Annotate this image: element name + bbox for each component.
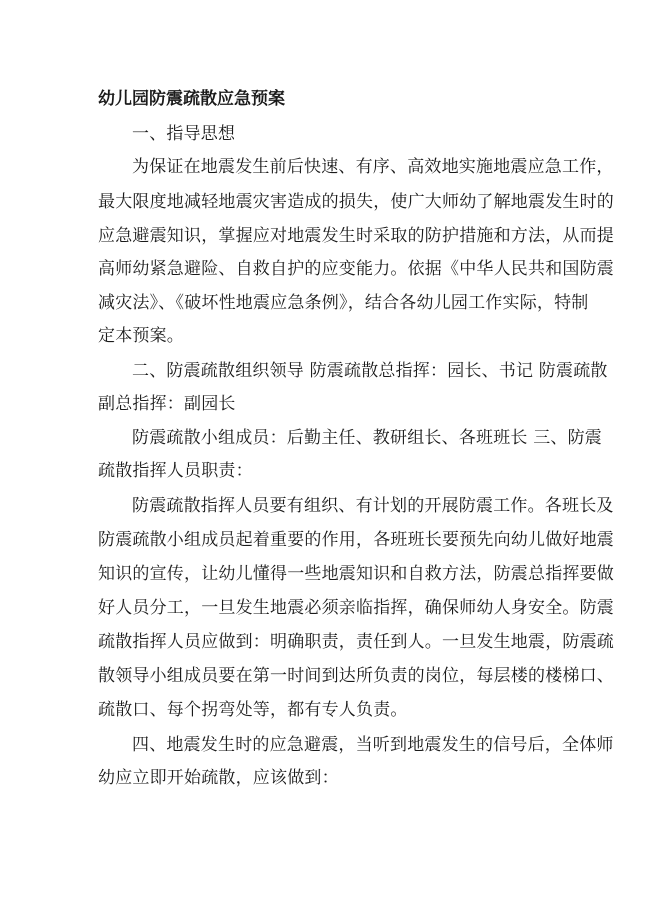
section-heading-4: 四、地震发生时的应急避震，当听到地震发生的信号后，全体师 <box>132 735 614 755</box>
paragraph-line: 高师幼紧急避险、自救自护的应变能力。依据《中华人民共和国防震 <box>98 259 614 279</box>
paragraph-line: 疏散指挥人员应做到：明确职责，责任到人。一旦发生地震，防震疏 <box>98 632 614 652</box>
paragraph-line: 定本预案。 <box>98 326 184 346</box>
paragraph-line: 防震疏散小组成员：后勤主任、教研组长、各班班长 三、防震 <box>132 428 603 448</box>
paragraph-line: 幼应立即开始疏散，应该做到： <box>98 768 339 788</box>
paragraph-line: 散领导小组成员要在第一时间到达所负责的岗位，每层楼的楼梯口、 <box>98 666 614 686</box>
paragraph-line: 知识的宣传，让幼儿懂得一些地震知识和自救方法，防震总指挥要做 <box>98 564 614 584</box>
document-title: 幼儿园防震疏散应急预案 <box>98 89 285 109</box>
paragraph-line: 防震疏散指挥人员要有组织、有计划的开展防震工作。各班长及 <box>132 496 614 516</box>
paragraph-line: 最大限度地减轻地震灾害造成的损失，使广大师幼了解地震发生时的 <box>98 192 614 212</box>
paragraph-line: 疏散口、每个拐弯处等，都有专人负责。 <box>98 700 408 720</box>
paragraph-line: 好人员分工，一旦发生地震必须亲临指挥，确保师幼人身安全。防震 <box>98 598 614 618</box>
paragraph-line: 副总指挥：副园长 <box>98 394 236 414</box>
paragraph-line: 应急避震知识，掌握应对地震发生时采取的防护措施和方法，从而提 <box>98 226 614 246</box>
section-heading-2: 二、防震疏散组织领导 防震疏散总指挥：园长、书记 防震疏散 <box>132 361 608 381</box>
paragraph-line: 为保证在地震发生前后快速、有序、高效地实施地震应急工作， <box>132 157 614 177</box>
paragraph-line: 减灾法》、《破坏性地震应急条例》，结合各幼儿园工作实际，特制 <box>98 293 589 313</box>
paragraph-line: 防震疏散小组成员起着重要的作用，各班班长要预先向幼儿做好地震 <box>98 530 614 550</box>
section-heading-1: 一、指导思想 <box>132 124 236 144</box>
paragraph-line: 疏散指挥人员职责： <box>98 461 253 481</box>
